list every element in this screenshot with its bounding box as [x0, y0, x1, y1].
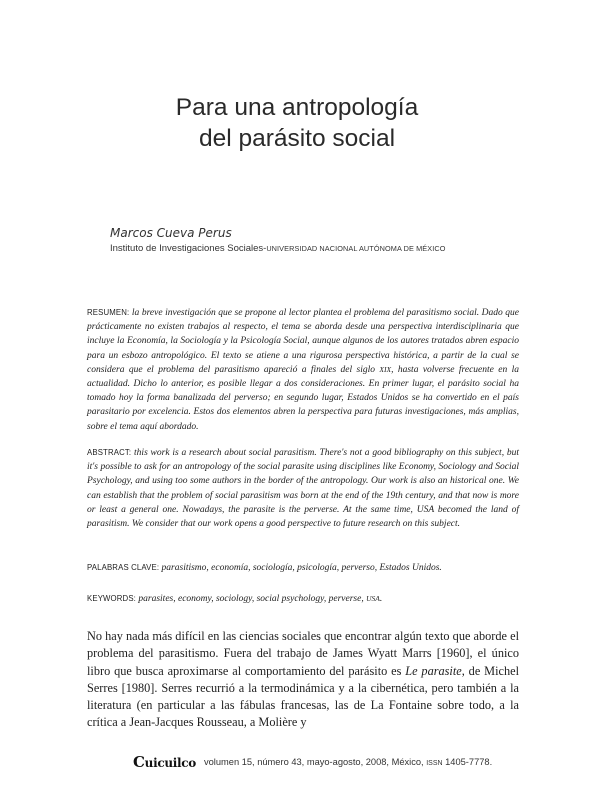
body-paragraph: [87, 628, 519, 732]
keywords-text: parasites, economy, sociology, social psychology, perverse,: [136, 594, 367, 604]
issn-label: ISSN: [426, 760, 443, 767]
abstract-paragraph: [87, 446, 519, 531]
issn-number: 1405-7778.: [442, 757, 493, 767]
journal-logo: [133, 753, 196, 771]
title-line-2: del parásito social: [198, 125, 396, 152]
resumen-century: XIX: [379, 364, 392, 374]
citation-text: volumen 15, número 43, mayo-agosto, 2008, México,: [203, 757, 427, 767]
page-footer: [133, 752, 492, 772]
resumen-label: RESUMEN:: [87, 308, 130, 317]
palabras-clave-label: PALABRAS CLAVE:: [87, 563, 160, 572]
abstract-text: this work is a research about social parasitism. There's not a good bibliography on this subject, but it's possible to ask for an antropology of the social parasite using disciplines like Economy, Sociology and Social Psychology, and using too some authors in the border of the antropology. Our work is also an historical one. We can establish that the problem of social parasitism was born at the end of the 19th century, and that now is more or least a general one. Nowadays, the parasite is the perverse. At the same time, USA becomed the land of parasitism. We consider that our work opens a good perspective to future research on this subject.: [87, 448, 519, 530]
resumen-text-a: la breve investigación que se propone al lector plantea el problema del parasitismo social. Dado que prácticamente no existen trabajos al respecto, el tema se aborda desde una perspectiva interdisciplinaria que incluye la Economía, la Sociología y la Psicología Social, aunque algunos de los autores tratados abren espacio para un esbozo antropológico. El texto se atiene a una rigurosa perspectiva histórica, a partir de la cual se considera que el problema del parasitismo apareció a finales del siglo: [87, 308, 519, 375]
journal-logo-rest: uicuilco: [144, 756, 196, 770]
title-line-1: Para una antropología: [175, 94, 419, 121]
journal-citation: [204, 757, 492, 767]
palabras-clave-paragraph: [87, 561, 519, 575]
article-title: [0, 92, 594, 154]
affiliation-institute: Instituto de Investigaciones Sociales-: [110, 243, 267, 254]
keywords-label: KEYWORDS:: [87, 594, 137, 603]
author-affiliation: [110, 243, 446, 254]
affiliation-university: UNIVERSIDAD NACIONAL AUTÓNOMA DE MÉXICO: [266, 244, 446, 253]
keywords-usa: USA: [366, 594, 380, 603]
resumen-paragraph: [87, 306, 519, 434]
author-name: Marcos Cueva Perus: [110, 226, 232, 240]
keywords-paragraph: [87, 592, 519, 606]
journal-logo-initial: C: [133, 753, 145, 771]
body-text-b: , de Michel Serres [1980]. Serres recurrió a la termodinámica y a la cibernética, pero también a la literatura (en particular a las fábulas francesas, las de La Fontaine sobre todo, a la crítica a Jean-Jacques Rousseau, a Molière y: [87, 663, 519, 730]
palabras-clave-text: parasitismo, economía, sociología, psicología, perverso, Estados Unidos.: [159, 563, 442, 573]
resumen-text-b: , hasta volverse frecuente en la actualidad. Dicho lo anterior, es posible llegar a dos consideraciones. En primer lugar, el parásito social ha tomado hoy la forma banalizada del perverso; en segundo lugar, Estados Unidos se ha convertido en el país parasitario por excelencia. Estos dos elementos abren la perspectiva para futuras investigaciones, más amplias, sobre el tema aquí abordado.: [87, 364, 519, 432]
abstract-label: ABSTRACT:: [87, 448, 132, 457]
body-book-title: Le parasite: [405, 663, 462, 678]
body-text-a: No hay nada más difícil en las ciencias sociales que encontrar algún texto que aborde el problema del parasitismo. Fuera del trabajo de James Wyatt Marrs [1960], el único libro que busca aproximarse al comportamiento del parásito es: [87, 629, 519, 678]
keywords-end: .: [379, 594, 383, 604]
